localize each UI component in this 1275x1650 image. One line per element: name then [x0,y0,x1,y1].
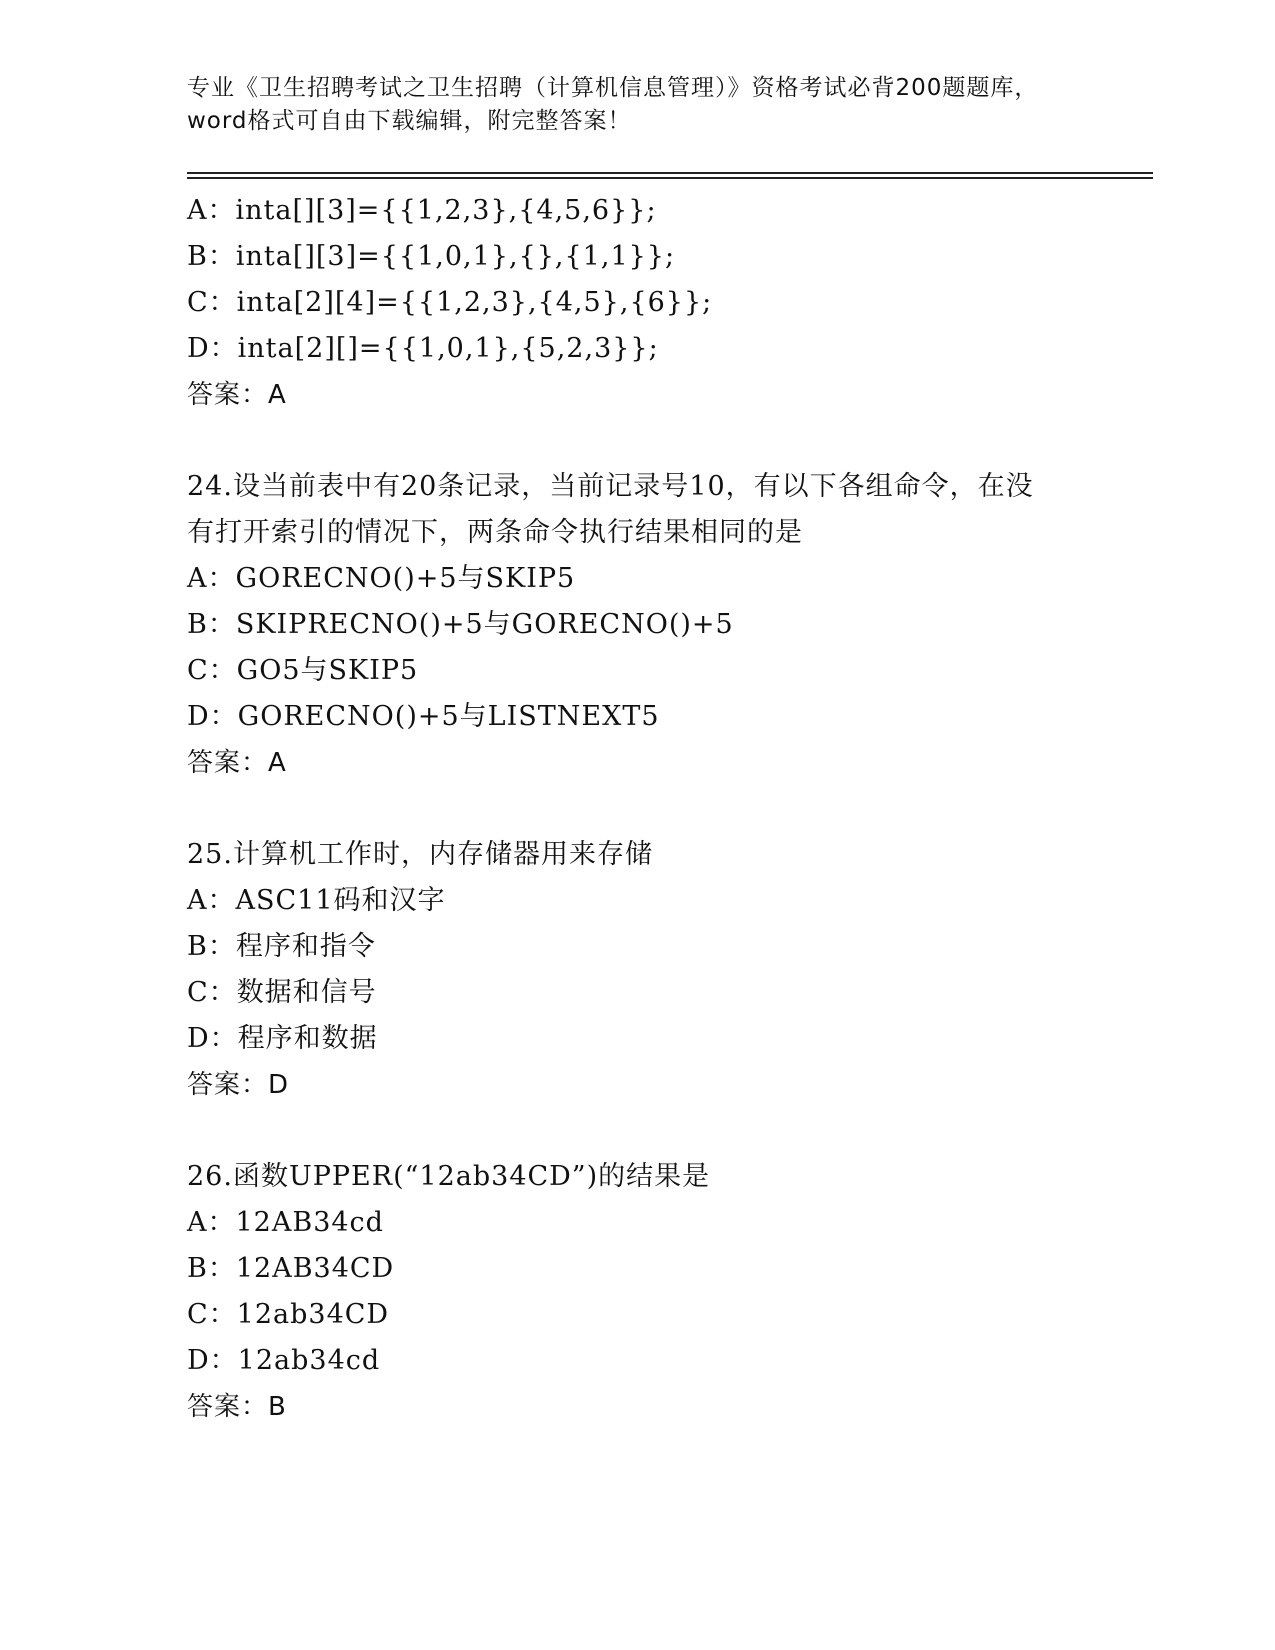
option-d: D：12ab34cd [187,1345,381,1376]
question-list [187,188,1147,1430]
option-a: A：GORECNO()+5与SKIP5 [187,563,576,594]
option-c: C：GO5与SKIP5 [187,655,419,686]
option-d: D：程序和数据 [187,1023,378,1054]
answer-line: 答案：B [187,1392,287,1422]
option-a: A：inta[][3]={{1,2,3},{4,5,6}}; [187,195,657,226]
question-stem-line-2: 有打开索引的情况下，两条命令执行结果相同的是 [187,517,803,548]
answer-line: 答案：A [187,748,287,778]
question-stem: 26.函数UPPER(“12ab34CD”)的结果是 [187,1161,711,1192]
option-c: C：inta[2][4]={{1,2,3},{4,5},{6}}; [187,287,713,318]
question-stem-line-1: 24.设当前表中有20条记录，当前记录号10，有以下各组命令，在没 [187,471,1034,502]
question-stem: 25.计算机工作时，内存储器用来存储 [187,839,653,870]
option-d: D：GORECNO()+5与LISTNEXT5 [187,701,660,732]
header-divider-top [187,172,1153,174]
option-b: B：SKIPRECNO()+5与GORECNO()+5 [187,609,734,640]
document-header [187,72,1087,138]
question-24 [187,464,1147,786]
option-a: A：12AB34cd [187,1207,384,1238]
option-c: C：数据和信号 [187,977,377,1008]
question-23 [187,188,1147,418]
answer-line: 答案：A [187,380,287,410]
option-c: C：12ab34CD [187,1299,390,1330]
option-b: B：程序和指令 [187,931,376,962]
header-title-line-1: 专业《卫生招聘考试之卫生招聘（计算机信息管理）》资格考试必背200题题库， [187,75,1039,101]
spacer [187,1108,1147,1154]
spacer [187,418,1147,464]
header-title-line-2: word格式可自由下载编辑，附完整答案！ [187,108,632,134]
answer-line: 答案：D [187,1070,290,1100]
header-divider-bottom [187,177,1153,179]
option-a: A：ASC11码和汉字 [187,885,446,916]
question-26 [187,1154,1147,1430]
option-b: B：12AB34CD [187,1253,395,1284]
question-25 [187,832,1147,1108]
spacer [187,786,1147,832]
option-d: D：inta[2][]={{1,0,1},{5,2,3}}; [187,333,659,364]
option-b: B：inta[][3]={{1,0,1},{},{1,1}}; [187,241,676,272]
